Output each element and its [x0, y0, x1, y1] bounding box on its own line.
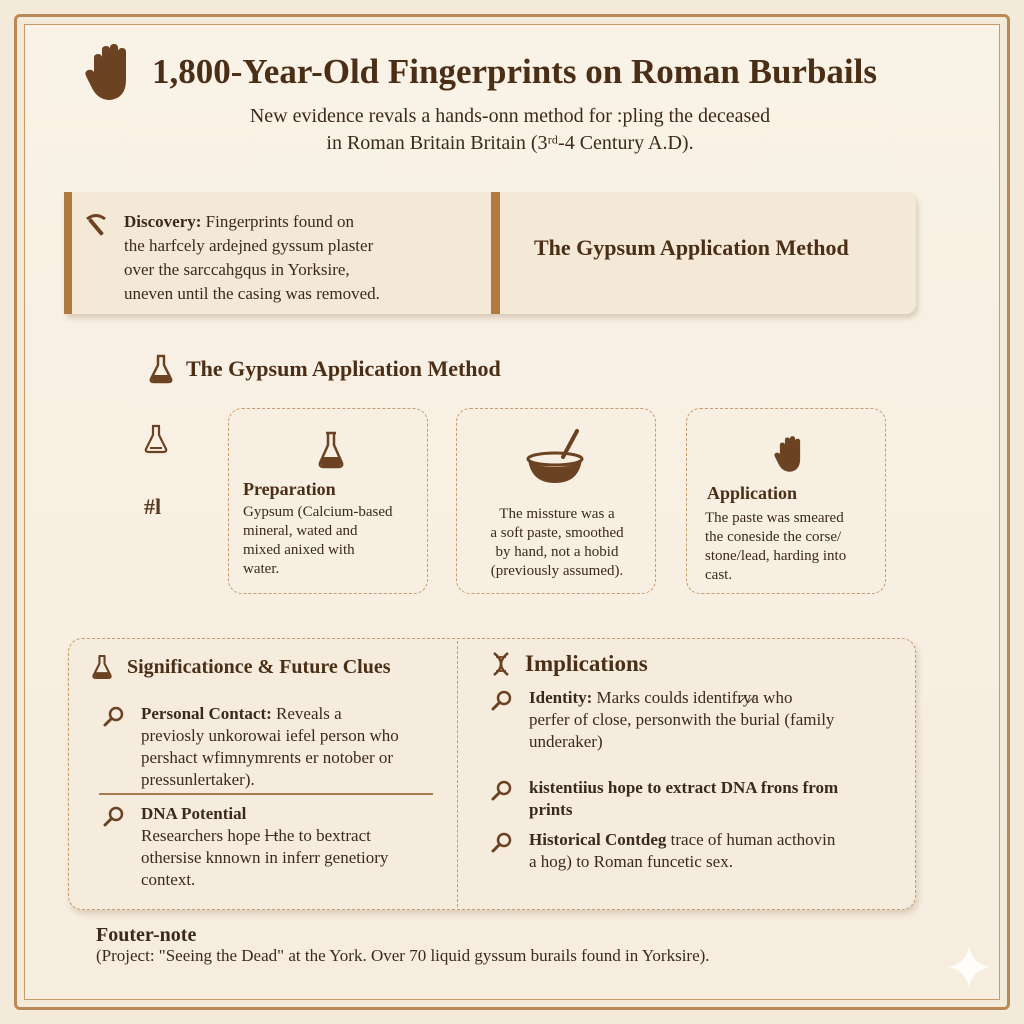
footer-title: Fouter-note: [96, 924, 197, 946]
page-title: 1,800-Year-Old Fingerprints on Roman Burbails: [152, 52, 877, 91]
column-divider: [457, 641, 458, 907]
subtitle-line-1: New evidence revals a hands-onn method for :pling the deceased: [249, 105, 771, 127]
bottom-panel: [68, 638, 916, 910]
card-line: stone/lead, harding into: [705, 548, 847, 564]
discovery-heading: The Gypsum Application Method: [534, 235, 849, 260]
item-label: DNA Potential: [141, 804, 247, 823]
card-line: mixed anixed with: [243, 542, 355, 558]
item-label: Historical Contdeg: [529, 830, 667, 849]
magnifier-icon: [103, 805, 125, 827]
method-section-header: [148, 354, 501, 384]
hand-icon: [771, 433, 809, 475]
flask-icon: [148, 354, 174, 384]
discovery-label: Discovery:: [124, 212, 202, 231]
implications-heading: Implications: [525, 651, 648, 676]
flask-outline-icon: [143, 424, 169, 454]
card-line: Gypsum (Calcium-based: [243, 504, 393, 520]
card-title: Preparation: [243, 479, 336, 499]
item-line: kistentiius hope to extract DNA frons from: [529, 778, 839, 797]
item-line: othersise knnown in inferr genetiory: [141, 848, 389, 867]
item-line: Researchers hope l̶ ̶the to bextract: [141, 826, 371, 845]
significance-item: [141, 803, 451, 891]
item-line: trace of human acthovin: [666, 830, 836, 849]
method-heading: The Gypsum Application Method: [186, 356, 501, 381]
card-text: [479, 505, 635, 581]
accent-bar: [64, 192, 72, 314]
item-line: a hog) to Roman funcetic sex.: [529, 852, 733, 871]
implications-item: [529, 687, 899, 753]
dna-icon: [489, 651, 513, 677]
card-text: [705, 509, 846, 585]
item-line: context.: [141, 870, 196, 889]
discovery-line-1: Fingerprints found on: [201, 212, 354, 231]
card-line: mineral, wated and: [243, 523, 358, 539]
discovery-line-4: uneven until the casing was removed.: [124, 284, 380, 303]
item-line: pressunlertaker).: [141, 770, 255, 789]
implications-header: [489, 651, 648, 677]
mixing-card: [456, 408, 656, 594]
item-line: underaker): [529, 732, 603, 751]
accent-divider: [491, 192, 500, 314]
magnifier-icon: [103, 705, 125, 727]
subtitle-line-2: in Roman Britain Britain (3ʳᵈ-4 Century A.D).: [326, 132, 694, 154]
flask-icon: [91, 653, 113, 681]
card-line: a soft paste, smoothed: [490, 525, 624, 541]
preparation-card: [228, 408, 428, 594]
subtitle: [110, 103, 910, 157]
implications-item: [529, 829, 899, 873]
pickaxe-icon: [82, 210, 110, 238]
item-line: perfer of close, personwith the burial (family: [529, 710, 835, 729]
discovery-line-3: over the sarccahgqus in Yorksire,: [124, 260, 350, 279]
magnifier-icon: [491, 831, 513, 853]
discovery-line-2: the harfcely ardejned gyssum plaster: [124, 236, 374, 255]
item-line: previosly unkorowai iefel person who: [141, 726, 399, 745]
discovery-text: [124, 210, 484, 306]
footer-text: (Project: "Seeing the Dead" at the York. Over 70 liquid gyssum burails found in Yorksire).: [96, 946, 710, 965]
sparkle-icon: [944, 942, 994, 992]
card-line: (previously assumed).: [490, 563, 624, 579]
flask-icon: [317, 431, 345, 469]
card-line: The missture was a: [499, 506, 615, 522]
side-mark: #l: [144, 494, 162, 519]
item-label: Personal Contact:: [141, 704, 272, 723]
card-text: [243, 503, 393, 579]
significance-heading: Significationce & Future Clues: [127, 655, 391, 678]
card-line: the coneside the corse/: [705, 529, 842, 545]
card-line: The paste was smeared: [705, 510, 844, 526]
header: [80, 40, 960, 104]
item-line: Reveals a: [271, 704, 342, 723]
card-line: by hand, not a hobid: [495, 544, 619, 560]
item-line: prints: [529, 800, 573, 819]
magnifier-icon: [491, 779, 513, 801]
item-divider: [99, 793, 433, 795]
magnifier-icon: [491, 689, 513, 711]
item-label: Identity:: [529, 688, 593, 707]
item-line: pershact wfimnymrents er notober or: [141, 748, 394, 767]
card-line: cast.: [705, 567, 733, 583]
card-line: water.: [243, 561, 280, 577]
hand-icon: [80, 42, 140, 102]
bowl-icon: [525, 427, 587, 489]
discovery-panel: [64, 192, 916, 314]
significance-header: [91, 653, 391, 681]
card-title: Application: [707, 483, 798, 503]
item-line: Marks coulds identifr̷y̷a who: [592, 688, 793, 707]
significance-item: [141, 703, 451, 791]
implications-item: [529, 777, 899, 821]
application-card: [686, 408, 886, 594]
